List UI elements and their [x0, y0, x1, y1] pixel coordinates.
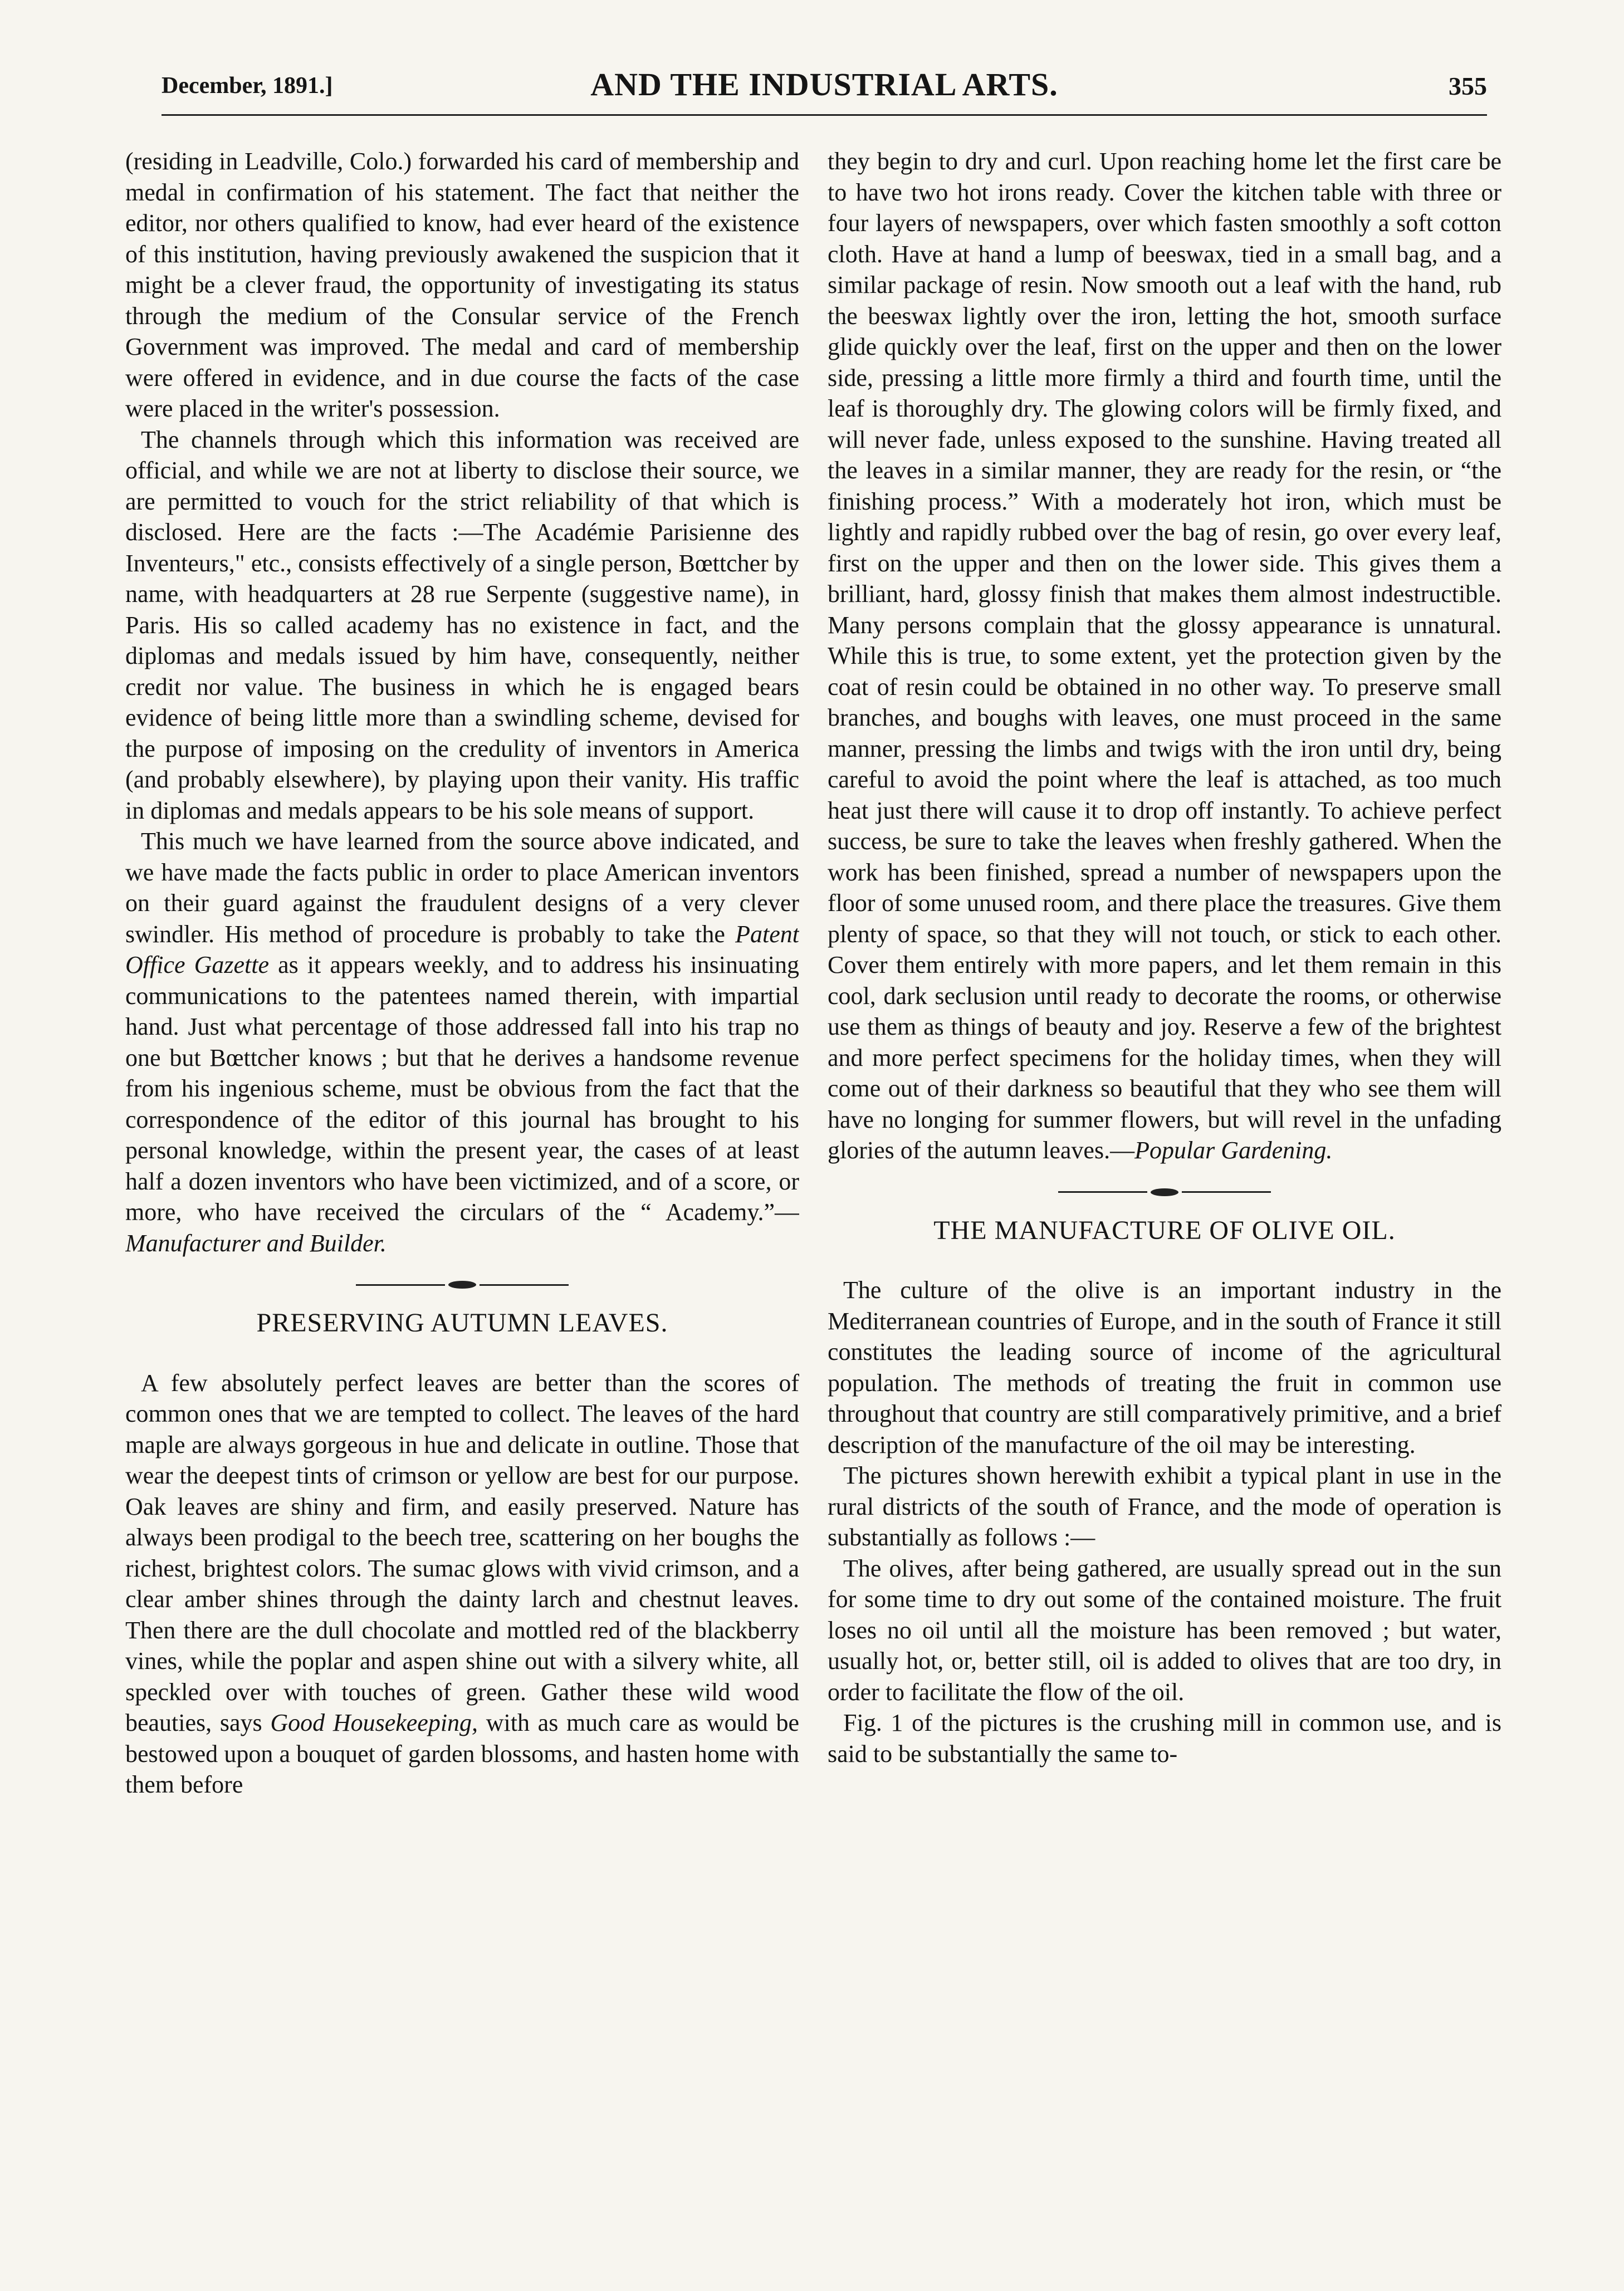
article-paragraph: The culture of the olive is an important industry in the Mediterranean countries of Europe, and in the south of France it still constitutes the leading source of income of the agricultural population. The methods of treating the fruit in common use throughout that country are still comparatively primitive, and a brief description of the manufacture of the oil may be interesting. — [828, 1276, 1501, 1458]
right-column — [828, 146, 1501, 2240]
paragraph-text: as it appears weekly, and to address his insinuating communications to the patentees named therein, with impartial hand. Just what percentage of those addressed fall into his trap no one but Bœttcher knows ; but that he derives a handsome revenue from his ingenious scheme, must be obvious from the fact that the correspondence of the editor of this journal has brought to his personal knowledge, within the present year, the cases of at least half a dozen inventors who have been victimized, and of a score, or more, who have received the circulars of the “ Academy.”— — [125, 951, 799, 1226]
running-header — [162, 66, 1487, 110]
italic-title: Patent Office Gazette — [125, 920, 799, 978]
page-number: 355 — [1449, 72, 1487, 100]
section-divider-ornament — [125, 1281, 799, 1289]
source-citation: Popular Gardening. — [1134, 1137, 1333, 1164]
article-paragraph: The olives, after being gathered, are usually spread out in the sun for some time to dry out some of the contained moisture. The fruit loses no oil until all the moisture has been removed ; but water, usually hot, or, better still, oil is added to olives that are too dry, in order to facilitate the flow of the oil. — [828, 1554, 1501, 1706]
article-paragraph — [125, 826, 799, 1259]
article-paragraph — [828, 146, 1501, 1166]
paragraph-text: they begin to dry and curl. Upon reaching home let the first care be to have two hot irons ready. Cover the kitchen table with three or four layers of newspapers, over which fasten smoothly a soft cotton cloth. Have at hand a lump of beeswax, tied in a small bag, and a similar package of resin. Now smooth out a leaf with the hand, rub the beeswax lightly over the iron, letting the hot, smooth surface glide quickly over the leaf, first on the upper and then on the lower side, pressing a little more firmly a third and fourth time, until the leaf is thoroughly dry. The glowing colors will be firmly fixed, and will never fade, unless exposed to the sunshine. Having treated all the leaves in a similar manner, they are ready for the resin, or “the finishing process.” With a moderately hot iron, which must be lightly and rapidly rubbed over the bag of resin, go over every leaf, first on the upper and then on the lower side. This gives them a brilliant, hard, glossy finish that makes them almost indestructible. Many persons complain that the glossy appearance is unnatural. While this is true, to some extent, yet the protection given by the coat of resin could be obtained in no other way. To preserve small branches, and boughs with leaves, one must proceed in the same manner, pressing the limbs and twigs with the iron until dry, being careful to avoid the point where the leaf is attached, as too much heat just there will cause it to drop off instantly. To achieve perfect success, be sure to take the leaves when freshly gathered. When the work has been finished, spread a number of newspapers upon the floor of some unused room, and there place the treasures. Give them plenty of space, so that they will not touch, or stick to each other. Cover them entirely with more papers, and let them remain in this cool, dark seclusion until ready to decorate the rooms, or otherwise use them as things of beauty and joy. Reserve a few of the brightest and more perfect specimens for the holiday times, when they will come out of their darkness so beautiful that they who see them will have no longing for summer flowers, but will revel in the unfading glories of the autumn leaves.— — [828, 148, 1501, 1164]
left-column — [125, 146, 799, 2240]
header-rule — [162, 114, 1487, 116]
article-paragraph: The channels through which this information was received are official, and while we are not at liberty to disclose their source, we are permitted to vouch for the strict reliability of that which is disclosed. Here are the facts :—The Académie Parisienne des Inventeurs," etc., consists effectively of a single person, Bœttcher by name, with headquarters at 28 rue Serpente (suggestive name), in Paris. His so called academy has no existence in fact, and the diplomas and medals issued by him have, consequently, neither credit nor value. The business in which he is engaged bears evidence of being little more than a swindling scheme, devised for the purpose of imposing on the credulity of inventors in America (and probably elsewhere), by playing upon their vanity. His traffic in diplomas and medals appears to be his sole means of support. — [125, 425, 799, 824]
article-paragraph: The pictures shown herewith exhibit a typical plant in use in the rural districts of the south of France, and the mode of operation is substantially as follows :— — [828, 1462, 1501, 1551]
paragraph-text: This much we have learned from the source above indicated, and we have made the facts public in order to place American inventors on their guard against the fraudulent designs of a very clever swindler. His method of procedure is probably to take the — [125, 828, 799, 948]
section-heading: PRESERVING AUTUMN LEAVES. — [256, 1308, 668, 1338]
section-divider-ornament — [828, 1188, 1501, 1196]
paragraph-text: with as much care as would be bestowed upon a bouquet of garden blossoms, and hasten home with them before — [125, 1709, 799, 1798]
article-paragraph: Fig. 1 of the pictures is the crushing mill in common use, and is said to be substantially the same to- — [828, 1709, 1501, 1768]
source-citation: Manufacturer and Builder. — [125, 1229, 387, 1257]
paragraph-text: A few absolutely perfect leaves are better than the scores of common ones that we are tempted to collect. The leaves of the hard maple are always gorgeous in hue and delicate in outline. Those that wear the deepest tints of crimson or yellow are best for our purpose. Oak leaves are shiny and firm, and easily preserved. Nature has always been prodigal to the beech tree, scattering on her boughs the richest, brightest colors. The sumac glows with vivid crimson, and a clear amber shines through the dainty larch and chestnut leaves. Then there are the dull chocolate and mottled red of the blackberry vines, while the poplar and aspen shine out with a silvery white, all speckled over with touches of green. Gather these wild wood beauties, says — [125, 1369, 799, 1736]
header-title: AND THE INDUSTRIAL ARTS. — [590, 66, 1058, 102]
header-date: December, 1891.] — [162, 73, 333, 99]
italic-title: Good Housekeeping, — [270, 1709, 478, 1736]
section-heading: THE MANUFACTURE OF OLIVE OIL. — [933, 1215, 1396, 1245]
article-paragraph: (residing in Leadville, Colo.) forwarded his card of membership and medal in confirmation of his statement. The fact that neither the editor, nor others qualified to know, had ever heard of the existence of this institution, having previously awakened the suspicion that it might be a clever fraud, the opportunity of investigating its status through the medium of the Consular service of the French Government was improved. The medal and card of membership were offered in evidence, and in due course the facts of the case were placed in the writer's possession. — [125, 148, 799, 422]
article-paragraph — [125, 1368, 799, 1800]
